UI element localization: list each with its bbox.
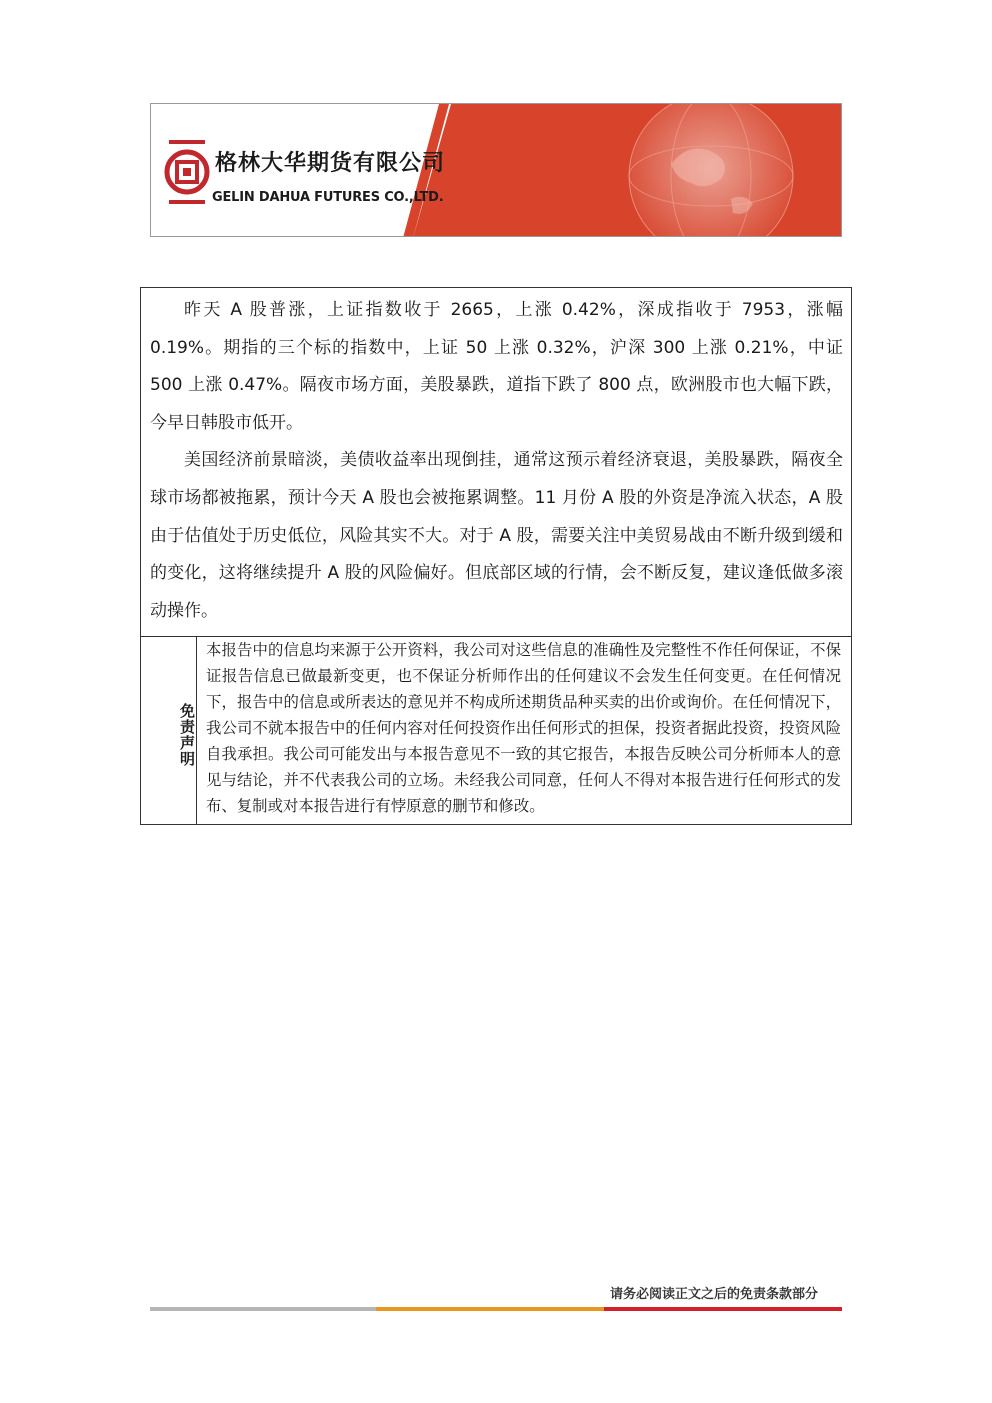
- globe-icon: [629, 104, 793, 237]
- footer-note: 请务必阅读正文之后的免责条款部分: [610, 1287, 819, 1302]
- header-banner: [150, 103, 842, 237]
- company-name-en: GELIN DAHUA FUTURES CO.,LTD.: [212, 190, 444, 205]
- footer-bar-gray: [150, 1307, 376, 1311]
- gelin-dahua-logo-icon: [163, 136, 211, 208]
- commentary-paragraph: 昨天 A 股普涨，上证指数收于 2665，上涨 0.42%，深成指收于 7953，涨幅 0.19%。期指的三个标的指数中，上证 50 上涨 0.32%，沪深 300 上涨 0.21%，中证 500 上涨 0.47%。隔夜市场方面，美股暴跌，道指下跌了 800 点，欧洲股市也大幅下跌，今早日韩股市低开。: [150, 300, 843, 433]
- disclaimer-text: 本报告中的信息均来源于公开资料，我公司对这些信息的准确性及完整性不作任何保证，不保证报告信息已做最新变更，也不保证分析师作出的任何建议不会发生任何变更。在任何情况下，报告中的信息或所表达的意见并不构成所述期货品种买卖的出价或询价。在任何情况下，我公司不就本报告中的任何内容对任何投资作出任何形式的担保，投资者据此投资，投资风险自我承担。我公司可能发出与本报告意见不一致的其它报告，本报告反映公司分析师本人的意见与结论，并不代表我公司的立场。未经我公司同意，任何人不得对本报告进行任何形式的发布、复制或对本报告进行有悖原意的删节和修改。: [206, 641, 841, 815]
- report-table: [140, 287, 852, 825]
- disclaimer-label: 免责声明: [141, 637, 197, 823]
- company-name-cn: 格林大华期货有限公司: [215, 151, 446, 176]
- commentary-paragraph: 美国经济前景暗淡，美债收益率出现倒挂，通常这预示着经济衰退，美股暴跌，隔夜全球市场都被拖累，预计今天 A 股也会被拖累调整。11 月份 A 股的外资是净流入状态，A 股由于估值处于历史低位，风险其实不大。对于 A 股，需要关注中美贸易战由不断升级到缓和的变化，这将继续提升 A 股的风险偏好。但底部区域的行情，会不断反复，建议逢低做多滚动操作。: [150, 450, 843, 621]
- footer-bar-red: [604, 1307, 842, 1311]
- market-commentary: [141, 288, 851, 637]
- disclaimer-row: [141, 637, 851, 823]
- footer-bar-orange: [376, 1307, 604, 1311]
